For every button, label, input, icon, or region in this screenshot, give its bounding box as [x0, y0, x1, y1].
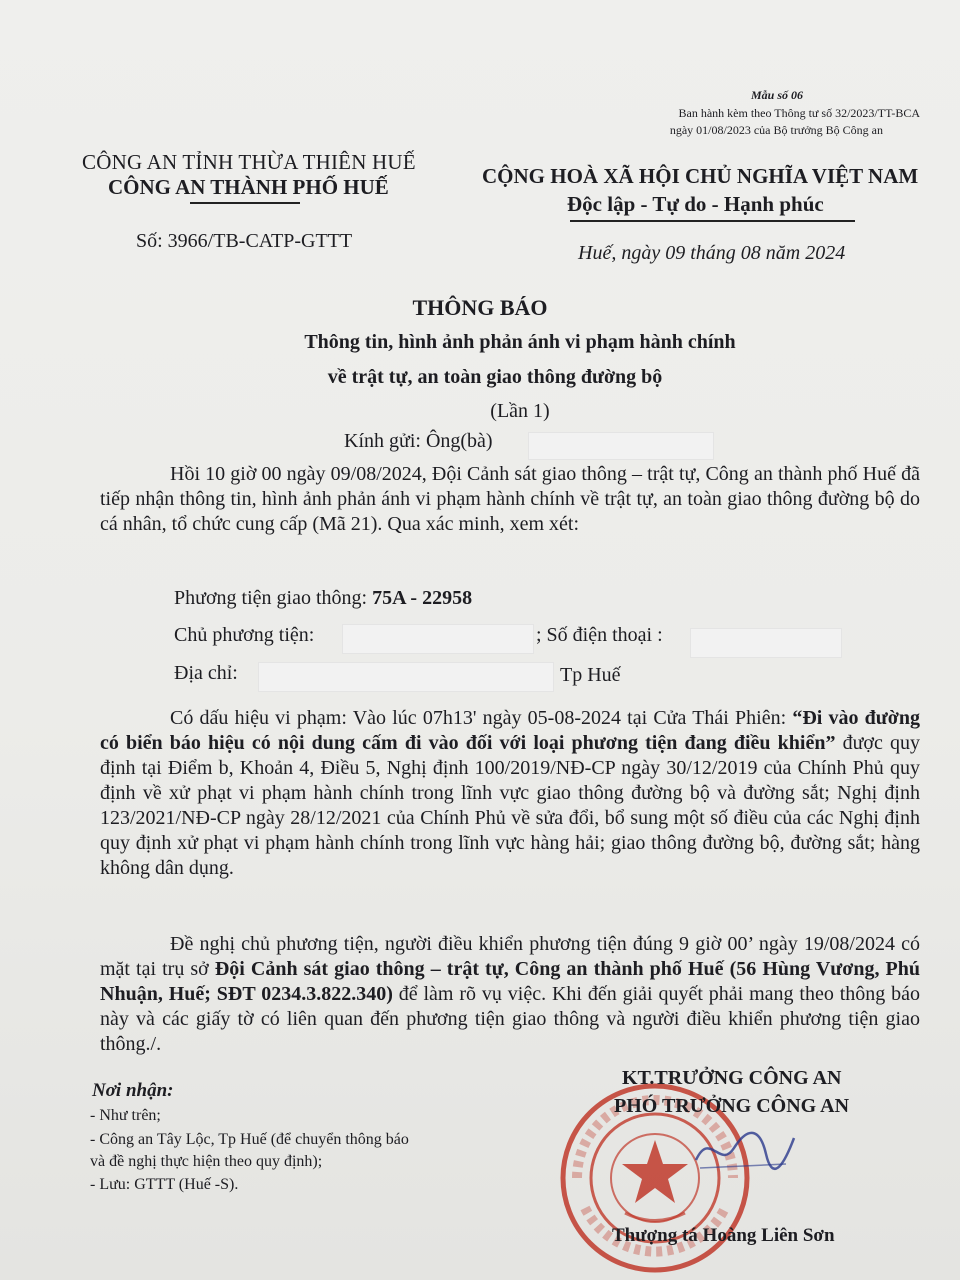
place-date: Huế, ngày 09 tháng 08 năm 2024 — [578, 242, 846, 264]
signer-position: PHÓ TRƯỞNG CÔNG AN — [614, 1095, 850, 1117]
request-location: Đội Cảnh sát giao thông – trật tự, Công an thành phố Huế (56 Hùng Vương, Phú Nhuận, Huế; SĐT 0234.3.822.340) — [100, 958, 920, 1005]
national-title: CỘNG HOÀ XÃ HỘI CHỦ NGHĨA VIỆT NAM — [482, 164, 919, 188]
agency-underline — [190, 202, 300, 204]
document-title: THÔNG BÁO — [412, 295, 548, 320]
issuing-agency: CÔNG AN THÀNH PHỐ HUẾ — [108, 175, 389, 199]
request-intro: Đề nghị chủ phương tiện, người điều khiển phương tiện đúng 9 giờ 00’ ngày 19/08/2024 có mặt tại trụ sở — [100, 933, 920, 980]
owner-label: Chủ phương tiện: — [174, 624, 315, 646]
recipient-line: - Lưu: GTTT (Huế -S). — [90, 1176, 239, 1193]
motto-underline — [570, 220, 855, 222]
vehicle-field — [174, 587, 472, 610]
recipients-title: Nơi nhận: — [92, 1080, 174, 1101]
violation-legal-basis: được quy định tại Điểm b, Khoản 4, Điều 5, Nghị định 100/2019/NĐ-CP ngày 30/12/2019 của Chính Phủ quy định về xử phạt vi phạm hành chính trong lĩnh vực giao thông đường bộ và đường sắt; Nghị định 123/2021/NĐ-CP ngày 28/12/2021 của Chính Phủ về sửa đổi, bổ sung một số điều của các Nghị định quy định xử phạt vi phạm hành chính trong lĩnh vực hàng hải; giao thông đường bộ, đường sắt; hàng không dân dụng. — [100, 732, 920, 879]
intro-paragraph: Hồi 10 giờ 00 ngày 09/08/2024, Đội Cảnh sát giao thông – trật tự, Công an thành phố Huế đã tiếp nhận thông tin, hình ảnh phản ánh vi phạm hành chính về trật tự, an toàn giao thông đường bộ do cá nhân, tổ chức cung cấp (Mã 21). Qua xác minh, xem xét: — [100, 463, 920, 535]
phone-label: ; Số điện thoại : — [536, 624, 663, 646]
parent-agency: CÔNG AN TỈNH THỪA THIÊN HUẾ — [82, 150, 416, 174]
vehicle-plate: 75A - 22958 — [372, 587, 473, 609]
signature-scribble-icon — [690, 1120, 800, 1180]
recipient-line: - Công an Tây Lộc, Tp Huế (để chuyển thông báo — [90, 1131, 409, 1148]
form-issued-line: Ban hành kèm theo Thông tư số 32/2023/TT-BCA — [678, 106, 920, 120]
document-reference: Số: 3966/TB-CATP-GTTT — [136, 230, 353, 252]
signer-capacity: KT.TRƯỞNG CÔNG AN — [622, 1067, 842, 1089]
violation-paragraph — [100, 706, 920, 881]
form-issued-line: ngày 01/08/2023 của Bộ trưởng Bộ Công an — [669, 123, 883, 137]
vehicle-label: Phương tiện giao thông: — [174, 587, 373, 609]
violation-description: “Đi vào đường có biển báo hiệu có nội dung cấm đi vào đối với loại phương tiện đang điều khiển” — [100, 707, 921, 754]
signer-name: Thượng tá Hoàng Liên Sơn — [612, 1225, 835, 1246]
request-instructions: để làm rõ vụ việc. Khi đến giải quyết phải mang theo thông báo này và các giấy tờ có liên quan đến phương tiện giao thông và người điều khiển phương tiện giao thông./. — [100, 983, 921, 1055]
notice-count: (Lần 1) — [490, 400, 550, 422]
recipient-line: và đề nghị thực hiện theo quy định); — [90, 1153, 323, 1170]
national-motto: Độc lập - Tự do - Hạnh phúc — [567, 192, 824, 216]
document-subtitle: Thông tin, hình ảnh phản ánh vi phạm hành chính — [304, 331, 736, 353]
redacted-address — [258, 662, 554, 692]
redacted-owner — [342, 624, 534, 654]
recipient-line: - Như trên; — [90, 1107, 161, 1124]
document-subtitle: về trật tự, an toàn giao thông đường bộ — [327, 366, 663, 388]
addressee: Kính gửi: Ông(bà) — [344, 430, 493, 452]
form-number: Mẫu số 06 — [750, 88, 803, 102]
redacted-phone — [690, 628, 842, 658]
violation-intro: Có dấu hiệu vi phạm: Vào lúc 07h13' ngày 05-08-2024 tại Cửa Thái Phiên: — [170, 707, 793, 729]
redacted-name — [528, 432, 714, 460]
address-label: Địa chỉ: — [174, 662, 238, 684]
request-paragraph — [100, 932, 920, 1057]
address-city: Tp Huế — [560, 664, 621, 686]
